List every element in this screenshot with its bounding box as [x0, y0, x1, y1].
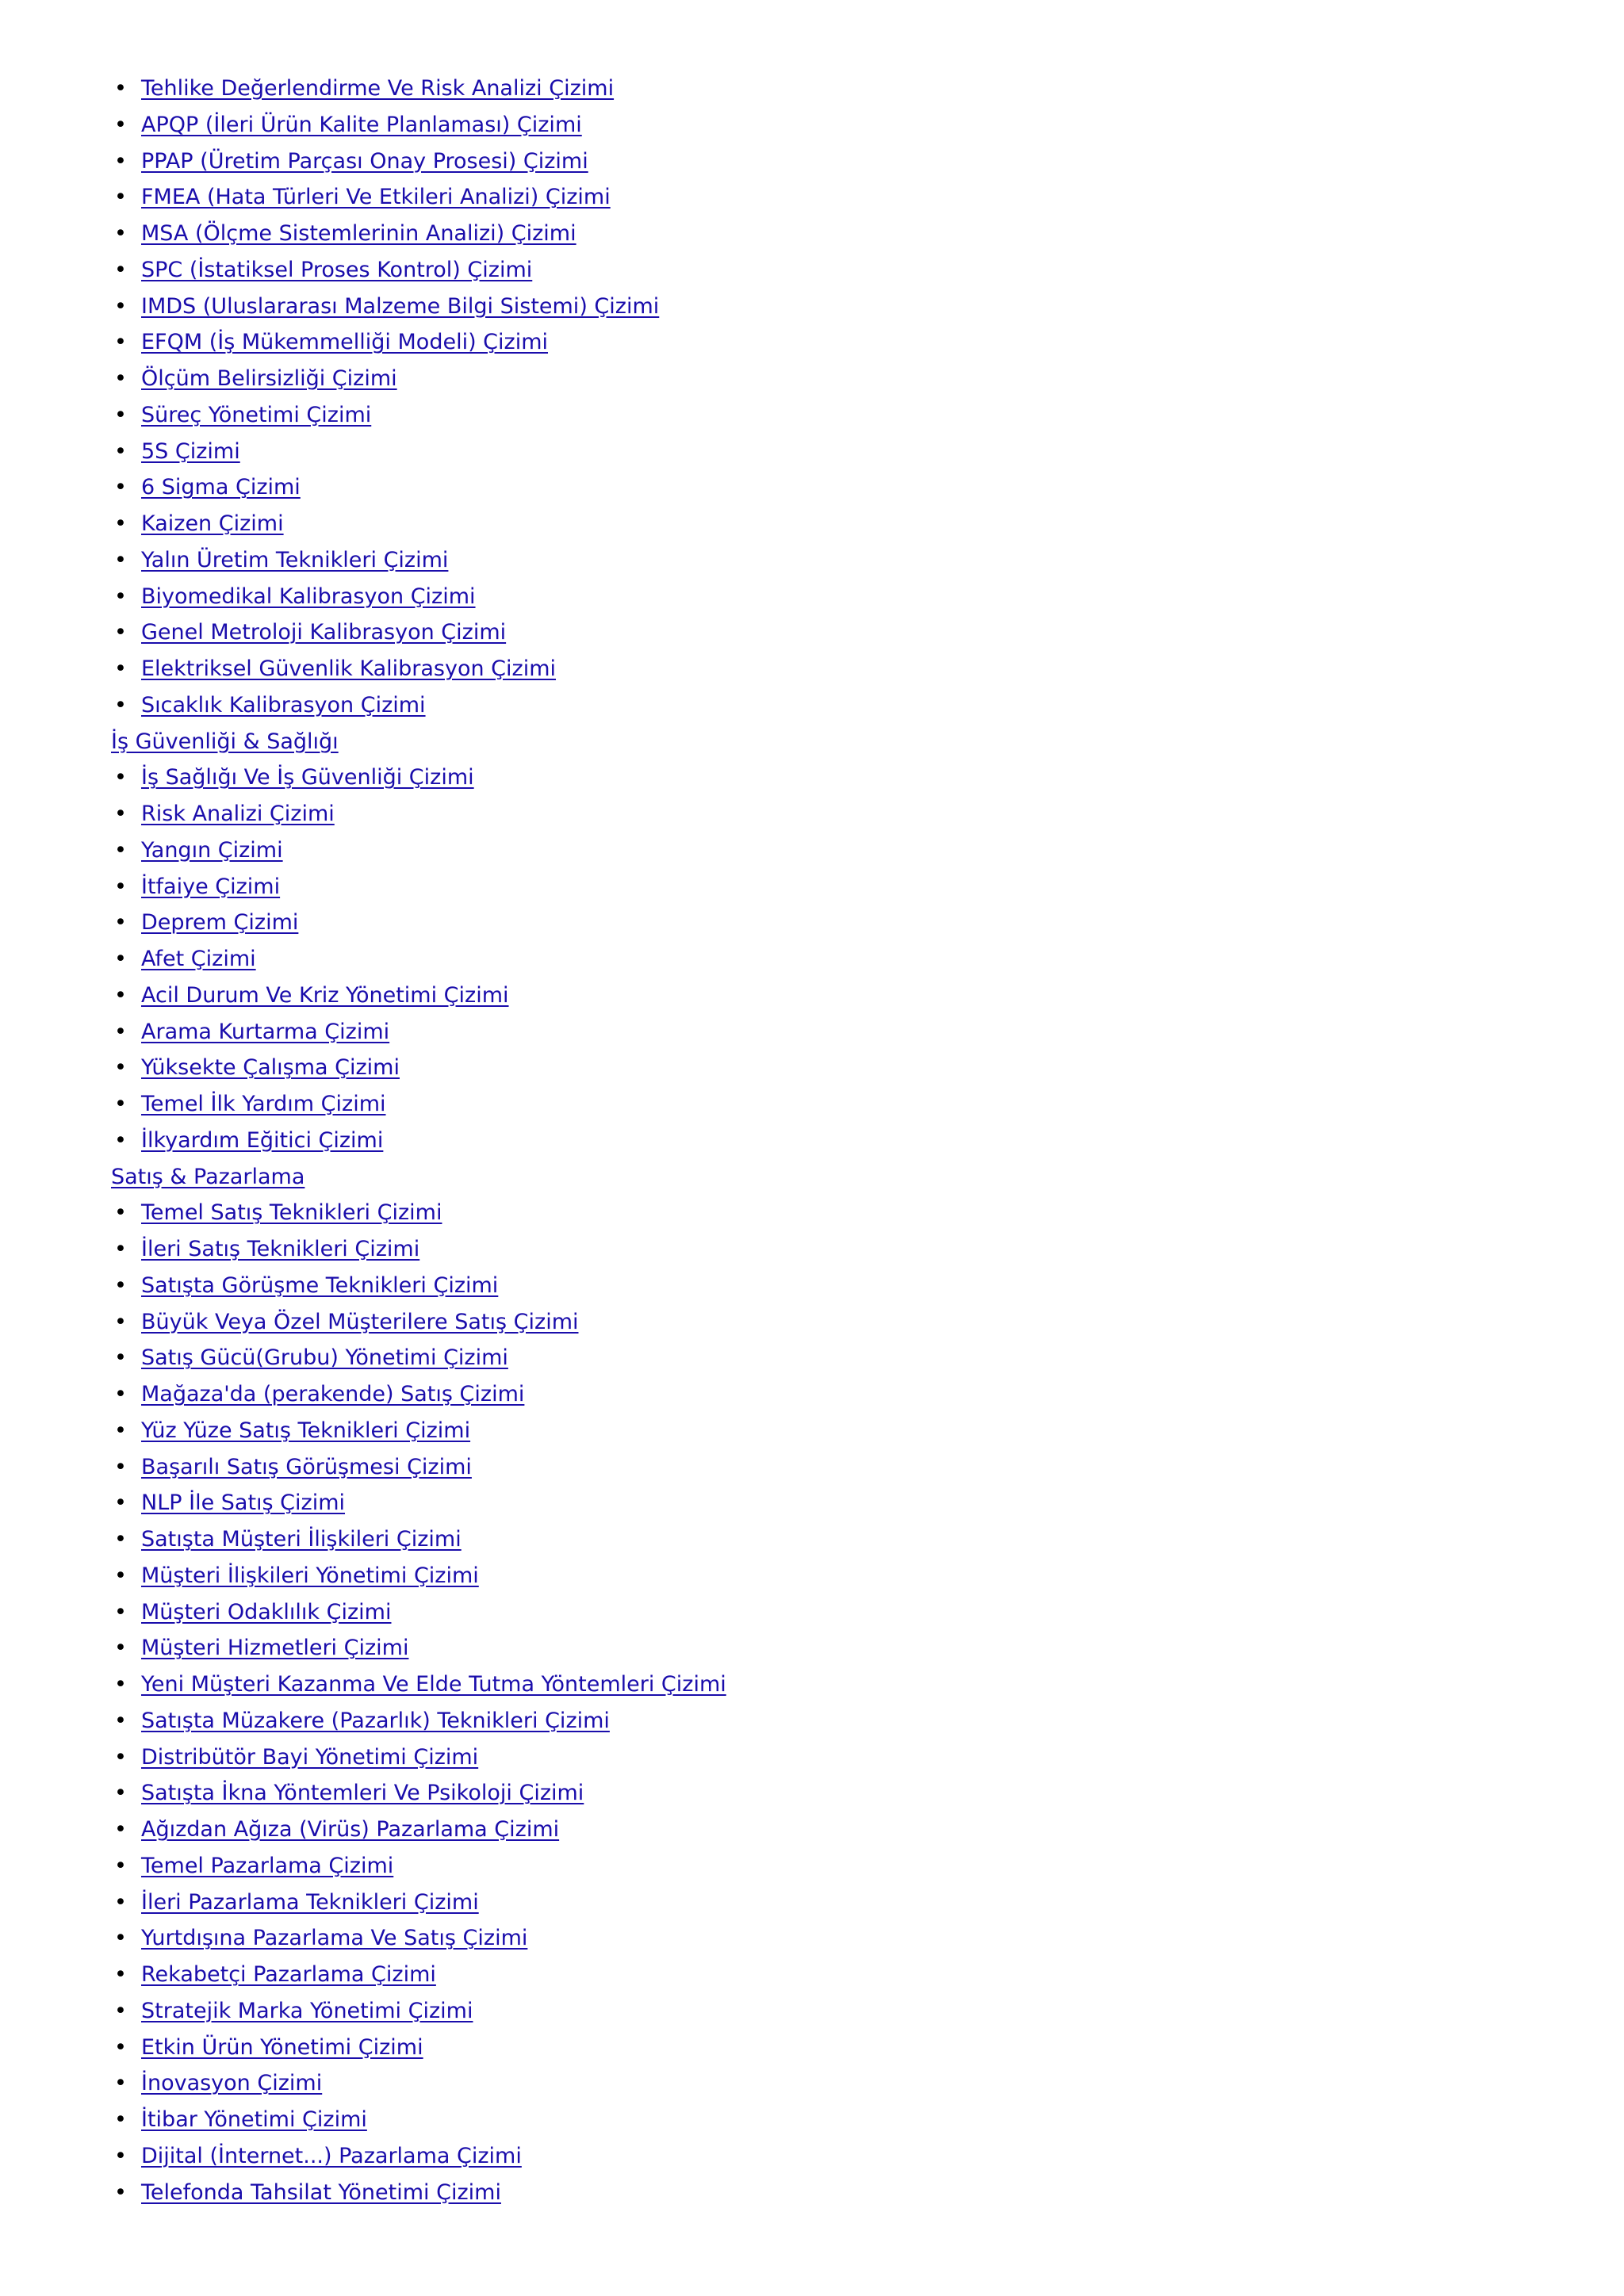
- bullet-icon: •: [114, 1527, 127, 1552]
- list-item: [111, 397, 1538, 434]
- list-item: [111, 1812, 1538, 1848]
- bullet-icon: •: [114, 511, 127, 536]
- list-item: [111, 1195, 1538, 1231]
- list-item: [111, 978, 1538, 1014]
- list-item-link[interactable]: Satışta Müzakere (Pazarlık) Teknikleri Çizimi: [141, 1708, 610, 1733]
- bullet-icon: •: [114, 112, 127, 137]
- bullet-icon: •: [114, 2034, 127, 2060]
- list-item: [111, 1775, 1538, 1812]
- list-item: [111, 1231, 1538, 1268]
- list-item-link[interactable]: MSA (Ölçme Sistemlerinin Analizi) Çizimi: [141, 221, 576, 246]
- list-item: [111, 1667, 1538, 1703]
- list-item: [111, 1376, 1538, 1413]
- list-item: [111, 1957, 1538, 1993]
- bullet-icon: •: [114, 1744, 127, 1770]
- bullet-icon: •: [114, 1962, 127, 1987]
- list-item-link[interactable]: İtfaiye Çizimi: [141, 874, 281, 899]
- bullet-icon: •: [114, 837, 127, 863]
- list-item: [111, 1558, 1538, 1594]
- bullet-icon: •: [114, 1272, 127, 1298]
- list-item-link[interactable]: Stratejik Marka Yönetimi Çizimi: [141, 1998, 473, 2023]
- list-item-link[interactable]: Mağaza'da (perakende) Satış Çizimi: [141, 1382, 525, 1406]
- list-item: [111, 1268, 1538, 1304]
- bullet-icon: •: [114, 1853, 127, 1878]
- bullet-icon: •: [114, 1563, 127, 1588]
- list-item: [111, 1050, 1538, 1086]
- list-item: [111, 1485, 1538, 1521]
- list-item-link[interactable]: Yeni Müşteri Kazanma Ve Elde Tutma Yöntemleri Çizimi: [141, 1672, 726, 1697]
- bullet-icon: •: [114, 293, 127, 319]
- list-item: [111, 796, 1538, 832]
- list-item: [111, 144, 1538, 180]
- list-item-link[interactable]: EFQM (İş Mükemmelliği Modeli) Çizimi: [141, 330, 549, 355]
- bullet-icon: •: [114, 1237, 127, 1261]
- list-item: [111, 1340, 1538, 1376]
- list-item-link[interactable]: IMDS (Uluslararası Malzeme Bilgi Sistemi) Çizimi: [141, 293, 660, 319]
- list-item-link[interactable]: Dijital (İnternet...) Pazarlama Çizimi: [141, 2143, 522, 2168]
- list-item-link[interactable]: Yurtdışına Pazarlama Ve Satış Çizimi: [141, 1926, 528, 1951]
- list-item-link[interactable]: İtibar Yönetimi Çizimi: [141, 2107, 367, 2132]
- list-item: [111, 1920, 1538, 1957]
- list-item-link[interactable]: Süreç Yönetimi Çizimi: [141, 402, 372, 427]
- bullet-icon: •: [114, 1382, 127, 1406]
- list-item: [111, 107, 1538, 144]
- list-item: [111, 216, 1538, 252]
- list-item: [111, 434, 1538, 470]
- list-item: [111, 941, 1538, 978]
- bullet-icon: •: [114, 2179, 127, 2205]
- list-item-link[interactable]: Yalın Üretim Teknikleri Çizimi: [141, 547, 449, 572]
- list-item-link[interactable]: Satışta Müşteri İlişkileri Çizimi: [141, 1527, 462, 1552]
- list-item-link[interactable]: Tehlike Değerlendirme Ve Risk Analizi Çizimi: [141, 76, 615, 101]
- bullet-icon: •: [114, 1345, 127, 1371]
- bullet-icon: •: [114, 1926, 127, 1951]
- list-item: [111, 1521, 1538, 1558]
- list-item: [111, 179, 1538, 216]
- list-item: [111, 1123, 1538, 1159]
- list-item-link[interactable]: Ölçüm Belirsizliği Çizimi: [141, 366, 397, 391]
- bullet-icon: •: [114, 76, 127, 101]
- list-item: [111, 252, 1538, 289]
- bullet-icon: •: [114, 802, 127, 826]
- list-item: [111, 614, 1538, 651]
- list-item-link[interactable]: İleri Satış Teknikleri Çizimi: [141, 1237, 420, 1261]
- list-item-link[interactable]: İlkyardım Eğitici Çizimi: [141, 1127, 384, 1153]
- list-item-link[interactable]: Müşteri Hizmetleri Çizimi: [141, 1636, 409, 1661]
- list-item: [111, 542, 1538, 579]
- list-item: [111, 687, 1538, 724]
- list-item-link[interactable]: Temel Satış Teknikleri Çizimi: [141, 1200, 442, 1226]
- list-item-link[interactable]: Afet Çizimi: [141, 947, 256, 971]
- bullet-icon: •: [114, 910, 127, 936]
- list-item-link[interactable]: Yangın Çizimi: [141, 837, 283, 863]
- bullet-icon: •: [114, 1817, 127, 1842]
- list-item: [111, 651, 1538, 687]
- bullet-icon: •: [114, 221, 127, 246]
- list-item-link[interactable]: Biyomedikal Kalibrasyon Çizimi: [141, 584, 476, 609]
- list-item: [111, 506, 1538, 542]
- list-item: [111, 1304, 1538, 1341]
- bullet-icon: •: [114, 330, 127, 355]
- list-item: [111, 579, 1538, 615]
- list-item-link[interactable]: APQP (İleri Ürün Kalite Planlaması) Çizimi: [141, 112, 582, 137]
- list-item: [111, 1413, 1538, 1449]
- bullet-icon: •: [114, 2143, 127, 2168]
- list-item-link[interactable]: Satışta İkna Yöntemleri Ve Psikoloji Çizimi: [141, 1781, 584, 1806]
- list-item: [111, 1449, 1538, 1486]
- bullet-icon: •: [114, 1418, 127, 1443]
- bullet-icon: •: [114, 1309, 127, 1334]
- list-item-link[interactable]: 6 Sigma Çizimi: [141, 475, 301, 500]
- list-item-link[interactable]: Risk Analizi Çizimi: [141, 802, 335, 826]
- list-item-link[interactable]: Kaizen Çizimi: [141, 511, 284, 536]
- section-heading-link[interactable]: Satış & Pazarlama: [111, 1164, 305, 1189]
- list-item: [111, 361, 1538, 397]
- bullet-icon: •: [114, 185, 127, 210]
- document-page: [111, 71, 1538, 2210]
- list-item-link[interactable]: Müşteri Odaklılık Çizimi: [141, 1599, 392, 1624]
- list-item-link[interactable]: Genel Metroloji Kalibrasyon Çizimi: [141, 620, 507, 645]
- bullet-icon: •: [114, 366, 127, 391]
- list-item-link[interactable]: İnovasyon Çizimi: [141, 2071, 323, 2096]
- bullet-icon: •: [114, 475, 127, 500]
- bullet-icon: •: [114, 438, 127, 464]
- list-item-link[interactable]: Arama Kurtarma Çizimi: [141, 1019, 390, 1044]
- list-item: [111, 1014, 1538, 1050]
- list-item-link[interactable]: FMEA (Hata Türleri Ve Etkileri Analizi) Çizimi: [141, 185, 611, 210]
- bullet-icon: •: [114, 656, 127, 681]
- bullet-icon: •: [114, 982, 127, 1008]
- list-item: [111, 289, 1538, 325]
- list-item: [111, 2030, 1538, 2066]
- list-item: [111, 2065, 1538, 2102]
- list-item-link[interactable]: PPAP (Üretim Parçası Onay Prosesi) Çizimi: [141, 148, 588, 174]
- bullet-icon: •: [114, 620, 127, 645]
- list-item: [111, 1594, 1538, 1631]
- list-item: [111, 324, 1538, 361]
- list-item: [111, 1630, 1538, 1667]
- list-item-link[interactable]: Yüksekte Çalışma Çizimi: [141, 1055, 400, 1081]
- bullet-icon: •: [114, 874, 127, 899]
- bullet-icon: •: [114, 148, 127, 174]
- list-item-link[interactable]: Rekabetçi Pazarlama Çizimi: [141, 1962, 436, 1987]
- bullet-icon: •: [114, 2107, 127, 2132]
- list-item: [111, 1703, 1538, 1739]
- bullet-icon: •: [114, 1055, 127, 1081]
- section-heading: [111, 1159, 1538, 1196]
- bullet-icon: •: [114, 1672, 127, 1697]
- bullet-icon: •: [114, 1889, 127, 1915]
- list-item: [111, 760, 1538, 796]
- list-item: [111, 2102, 1538, 2138]
- list-item-link[interactable]: Sıcaklık Kalibrasyon Çizimi: [141, 692, 426, 718]
- list-item-link[interactable]: İleri Pazarlama Teknikleri Çizimi: [141, 1889, 479, 1915]
- list-item: [111, 869, 1538, 905]
- list-item-link[interactable]: Ağızdan Ağıza (Virüs) Pazarlama Çizimi: [141, 1817, 560, 1842]
- list-item-link[interactable]: Satış Gücü(Grubu) Yönetimi Çizimi: [141, 1345, 508, 1371]
- bullet-icon: •: [114, 1127, 127, 1153]
- bullet-icon: •: [114, 1454, 127, 1479]
- list-item-link[interactable]: Satışta Görüşme Teknikleri Çizimi: [141, 1272, 499, 1298]
- list-item: [111, 832, 1538, 869]
- list-item: [111, 1848, 1538, 1885]
- list-item-link[interactable]: Elektriksel Güvenlik Kalibrasyon Çizimi: [141, 656, 557, 681]
- list-item: [111, 2175, 1538, 2211]
- list-item: [111, 1885, 1538, 1921]
- list-item-link[interactable]: Temel İlk Yardım Çizimi: [141, 1092, 386, 1116]
- list-item: [111, 1086, 1538, 1123]
- bullet-icon: •: [114, 947, 127, 971]
- bullet-icon: •: [114, 584, 127, 609]
- list-item-link[interactable]: Distribütör Bayi Yönetimi Çizimi: [141, 1744, 479, 1770]
- list-item: [111, 71, 1538, 107]
- list-item-link[interactable]: Yüz Yüze Satış Teknikleri Çizimi: [141, 1418, 471, 1443]
- section-heading-link[interactable]: İş Güvenliği & Sağlığı: [111, 729, 339, 754]
- list-item-link[interactable]: Telefonda Tahsilat Yönetimi Çizimi: [141, 2179, 501, 2205]
- list-item-link[interactable]: İş Sağlığı Ve İş Güvenliği Çizimi: [141, 765, 474, 790]
- bullet-icon: •: [114, 765, 127, 790]
- list-item-link[interactable]: Deprem Çizimi: [141, 910, 299, 936]
- list-item: [111, 469, 1538, 506]
- list-item-link[interactable]: Müşteri İlişkileri Yönetimi Çizimi: [141, 1563, 479, 1588]
- bullet-icon: •: [114, 1490, 127, 1516]
- list-item: [111, 2138, 1538, 2175]
- bullet-icon: •: [114, 1636, 127, 1661]
- list-item-link[interactable]: Başarılı Satış Görüşmesi Çizimi: [141, 1454, 472, 1479]
- bullet-icon: •: [114, 692, 127, 718]
- list-item-link[interactable]: 5S Çizimi: [141, 438, 240, 464]
- section-heading: [111, 724, 1538, 760]
- bullet-icon: •: [114, 1200, 127, 1226]
- list-item-link[interactable]: Temel Pazarlama Çizimi: [141, 1853, 394, 1878]
- list-item: [111, 905, 1538, 941]
- bullet-icon: •: [114, 257, 127, 282]
- list-item-link[interactable]: SPC (İstatiksel Proses Kontrol) Çizimi: [141, 257, 533, 282]
- bullet-icon: •: [114, 547, 127, 572]
- bullet-icon: •: [114, 1781, 127, 1806]
- list-item: [111, 1739, 1538, 1776]
- list-item-link[interactable]: Acil Durum Ve Kriz Yönetimi Çizimi: [141, 982, 509, 1008]
- bullet-icon: •: [114, 2071, 127, 2096]
- bullet-icon: •: [114, 1092, 127, 1116]
- bullet-icon: •: [114, 402, 127, 427]
- bullet-icon: •: [114, 1599, 127, 1624]
- list-item-link[interactable]: NLP İle Satış Çizimi: [141, 1490, 346, 1516]
- bullet-icon: •: [114, 1708, 127, 1733]
- bullet-icon: •: [114, 1019, 127, 1044]
- list-item-link[interactable]: Etkin Ürün Yönetimi Çizimi: [141, 2034, 423, 2060]
- bullet-icon: •: [114, 1998, 127, 2023]
- list-item: [111, 1993, 1538, 2030]
- list-item-link[interactable]: Büyük Veya Özel Müşterilere Satış Çizimi: [141, 1309, 579, 1334]
